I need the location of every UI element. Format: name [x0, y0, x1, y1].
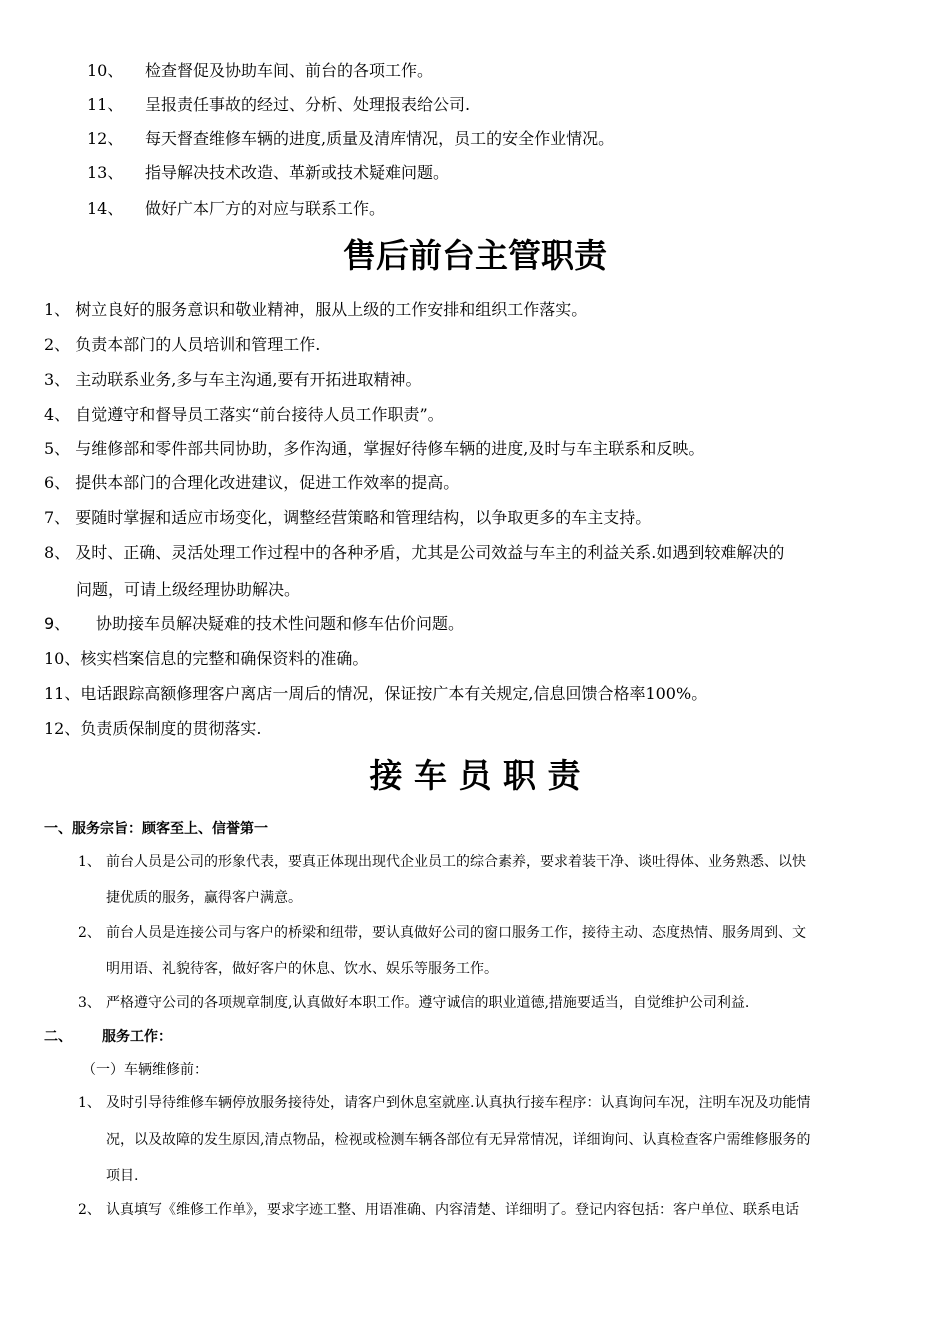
item-text: 指导解决技术改造、革新或技术疑难问题。	[145, 163, 450, 182]
list-item	[78, 992, 749, 1012]
list-item: 2、 负责本部门的人员培训和管理工作.	[44, 335, 321, 354]
item-text: 每天督查维修车辆的进度,质量及清库情况，员工的安全作业情况。	[145, 129, 615, 148]
item-text: 及时引导待维修车辆停放服务接待处，请客户到休息室就座.认真执行接车程序：认真询问车况，注明车况及功能情	[106, 1095, 811, 1111]
list-item-continuation: 项目.	[106, 1168, 139, 1184]
item-number: 13、	[87, 163, 124, 182]
section-title: 售后前台主管职责	[343, 236, 607, 275]
list-item: 11、电话跟踪高额修理客户离店一周后的情况，保证按广本有关规定,信息回馈合格率100%。	[44, 684, 708, 703]
item-text: 前台人员是公司的形象代表，要真正体现出现代企业员工的综合素养，要求着装干净、谈吐得体、业务熟悉、以快	[106, 854, 806, 870]
list-item: 10、核实档案信息的完整和确保资料的准确。	[44, 649, 369, 668]
heading-number: 二、	[44, 1029, 72, 1045]
heading-text: 服务工作：	[102, 1029, 172, 1045]
item-number: 10、	[87, 61, 124, 80]
list-item: 5、 与维修部和零件部共同协助，多作沟通，掌握好待修车辆的进度,及时与车主联系和反映。	[44, 439, 705, 458]
list-item: 1、 树立良好的服务意识和敬业精神，服从上级的工作安排和组织工作落实。	[44, 300, 588, 319]
list-item-continuation: 明用语、礼貌待客，做好客户的休息、饮水、娱乐等服务工作。	[106, 961, 498, 977]
item-text: 协助接车员解决疑难的技术性问题和修车估价问题。	[96, 614, 465, 633]
item-text: 前台人员是连接公司与客户的桥梁和纽带，要认真做好公司的窗口服务工作，接待主动、态度热情、服务周到、文	[106, 925, 806, 941]
list-item-continuation: 况，以及故障的发生原因,清点物品，检视或检测车辆各部位有无异常情况，详细询问、认真检查客户需维修服务的	[106, 1132, 811, 1148]
item-text: 检查督促及协助车间、前台的各项工作。	[145, 61, 434, 80]
list-item	[87, 92, 470, 115]
list-item: 6、 提供本部门的合理化改进建议，促进工作效率的提高。	[44, 473, 460, 492]
item-text: 做好广本厂方的对应与联系工作。	[145, 199, 386, 218]
item-number: 1、	[78, 1095, 101, 1111]
list-item: 12、负责质保制度的贯彻落实.	[44, 719, 262, 738]
list-item	[78, 922, 806, 942]
item-text: 认真填写《维修工作单》，要求字迹工整、用语准确、内容清楚、详细明了。登记内容包括：客户单位、联系电话	[106, 1202, 799, 1218]
list-item	[44, 611, 464, 634]
list-item	[78, 851, 806, 871]
item-number: 2、	[78, 1202, 101, 1218]
list-item: 3、 主动联系业务,多与车主沟通,要有开拓进取精神。	[44, 370, 422, 389]
item-number: 3、	[78, 995, 101, 1011]
item-text: 呈报责任事故的经过、分析、处理报表给公司.	[145, 95, 471, 114]
item-number: 12、	[87, 129, 124, 148]
section-heading: 一、服务宗旨：顾客至上、信誉第一	[44, 821, 268, 837]
list-item	[78, 1199, 799, 1219]
item-number: 14、	[87, 199, 124, 218]
list-item	[78, 1092, 810, 1112]
item-number: 11、	[87, 95, 124, 114]
list-item	[87, 58, 433, 81]
section-title: 接 车 员 职 责	[369, 756, 581, 795]
list-item-continuation: 问题，可请上级经理协助解决。	[76, 580, 301, 599]
list-item	[87, 160, 449, 183]
list-item: 8、 及时、正确、灵活处理工作过程中的各种矛盾，尤其是公司效益与车主的利益关系.如遇到较难解决的	[44, 543, 785, 562]
item-number: 2、	[78, 925, 101, 941]
sub-heading: （一）车辆维修前：	[82, 1062, 208, 1078]
list-item: 7、 要随时掌握和适应市场变化，调整经营策略和管理结构，以争取更多的车主支持。	[44, 508, 652, 527]
list-item	[87, 196, 385, 219]
list-item	[87, 126, 614, 149]
item-number: 1、	[78, 854, 101, 870]
list-item: 4、 自觉遵守和督导员工落实“前台接待人员工作职责”。	[44, 405, 444, 424]
item-number: 9、	[44, 614, 71, 633]
list-item-continuation: 捷优质的服务，赢得客户满意。	[106, 890, 302, 906]
section-heading	[44, 1026, 172, 1046]
item-text: 严格遵守公司的各项规章制度,认真做好本职工作。遵守诚信的职业道德,措施要适当，自觉维护公司利益.	[106, 995, 750, 1011]
